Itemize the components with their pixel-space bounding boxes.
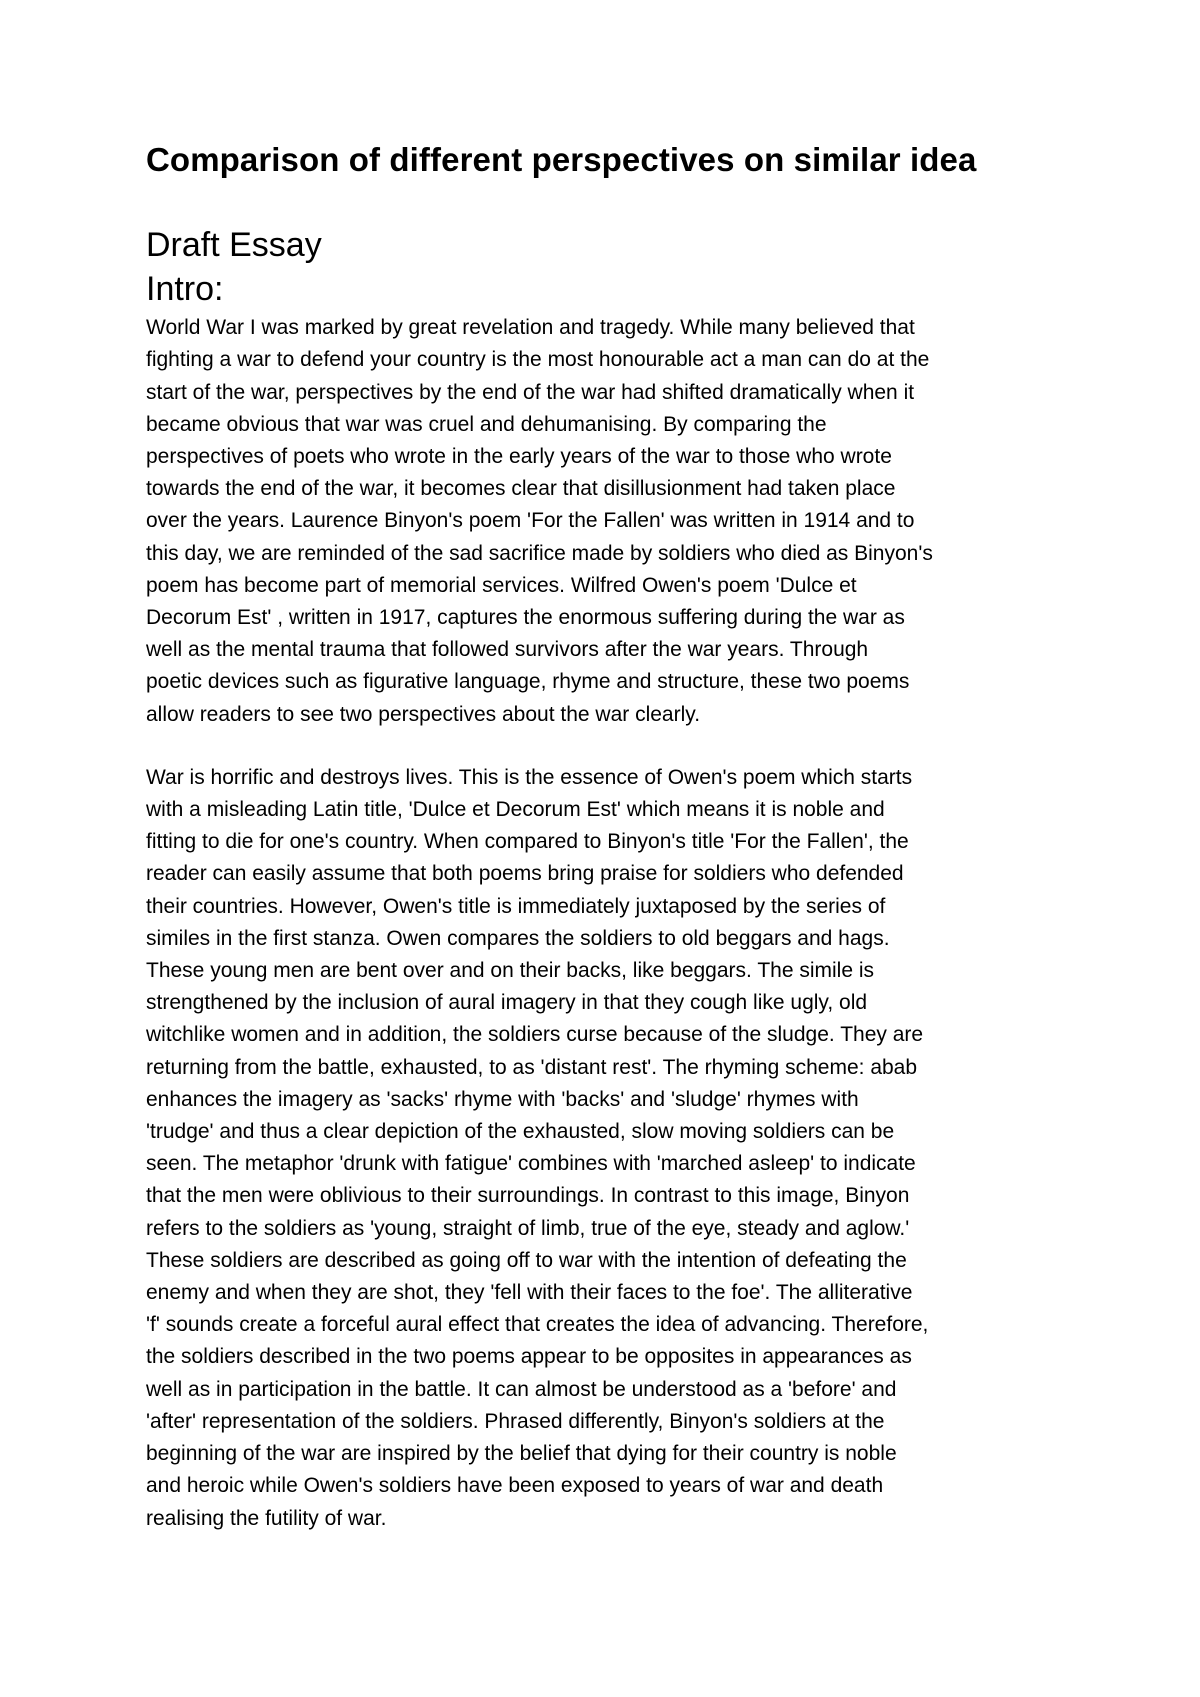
text-line: strengthened by the inclusion of aural imagery in that they cough like ugly, old [146,991,868,1015]
text-line: poem has become part of memorial services. Wilfred Owen's poem 'Dulce et [146,573,857,597]
text-line: fighting a war to defend your country is the most honourable act a man can do at the [146,348,930,372]
text-line: reader can easily assume that both poems bring praise for soldiers who defended [146,862,904,886]
document-title: Comparison of different perspectives on similar idea [146,141,977,178]
text-line: Decorum Est' , written in 1917, captures the enormous suffering during the war as [146,606,905,630]
text-line: poetic devices such as figurative language, rhyme and structure, these two poems [146,670,910,694]
text-line: and heroic while Owen's soldiers have been exposed to years of war and death [146,1474,884,1498]
text-line: start of the war, perspectives by the end of the war had shifted dramatically when it [146,380,915,404]
intro-heading: Intro: [146,270,224,309]
text-line: enemy and when they are shot, they 'fell with their faces to the foe'. The alliterative [146,1281,913,1305]
text-line: witchlike women and in addition, the soldiers curse because of the sludge. They are [146,1023,924,1047]
text-line: 'f' sounds create a forceful aural effect that creates the idea of advancing. Therefore, [146,1313,929,1337]
text-line: their countries. However, Owen's title is immediately juxtaposed by the series of [146,894,886,918]
text-line: refers to the soldiers as 'young, straight of limb, true of the eye, steady and aglow.' [146,1216,910,1240]
text-line: These young men are bent over and on their backs, like beggars. The simile is [146,959,875,983]
text-line: enhances the imagery as 'sacks' rhyme with 'backs' and 'sludge' rhymes with [146,1087,859,1111]
text-line: 'after' representation of the soldiers. Phrased differently, Binyon's soldiers at the [146,1409,885,1433]
text-line: beginning of the war are inspired by the belief that dying for their country is noble [146,1442,897,1466]
text-line: with a misleading Latin title, 'Dulce et Decorum Est' which means it is noble and [146,798,885,822]
text-line: 'trudge' and thus a clear depiction of the exhausted, slow moving soldiers can be [146,1120,895,1144]
text-line: over the years. Laurence Binyon's poem 'For the Fallen' was written in 1914 and to [146,509,915,533]
text-line: World War I was marked by great revelation and tragedy. While many believed that [146,316,915,340]
text-line: returning from the battle, exhausted, to as 'distant rest'. The rhyming scheme: abab [146,1055,918,1079]
text-line: fitting to die for one's country. When compared to Binyon's title 'For the Fallen', the [146,830,909,854]
text-line: became obvious that war was cruel and dehumanising. By comparing the [146,412,827,436]
text-line: similes in the first stanza. Owen compares the soldiers to old beggars and hags. [146,926,890,950]
text-line: the soldiers described in the two poems appear to be opposites in appearances as [146,1345,912,1369]
text-line: allow readers to see two perspectives about the war clearly. [146,702,701,726]
text-line: These soldiers are described as going off to war with the intention of defeating the [146,1248,907,1272]
text-line: well as the mental trauma that followed survivors after the war years. Through [146,638,869,662]
text-line: towards the end of the war, it becomes clear that disillusionment had taken place [146,477,896,501]
text-line: well as in participation in the battle. It can almost be understood as a 'before' and [146,1377,897,1401]
document-page [146,140,1066,1535]
text-line: realising the futility of war. [146,1506,387,1530]
text-line: seen. The metaphor 'drunk with fatigue' combines with 'marched asleep' to indicate [146,1152,916,1176]
text-line: that the men were oblivious to their surroundings. In contrast to this image, Binyon [146,1184,910,1208]
body-paragraph [146,762,1086,1535]
text-line: this day, we are reminded of the sad sacrifice made by soldiers who died as Binyon's [146,541,933,565]
draft-essay-heading: Draft Essay [146,225,322,264]
text-line: perspectives of poets who wrote in the early years of the war to those who wrote [146,445,892,468]
text-line: War is horrific and destroys lives. This is the essence of Owen's poem which starts [146,765,913,789]
intro-paragraph [146,312,1086,731]
